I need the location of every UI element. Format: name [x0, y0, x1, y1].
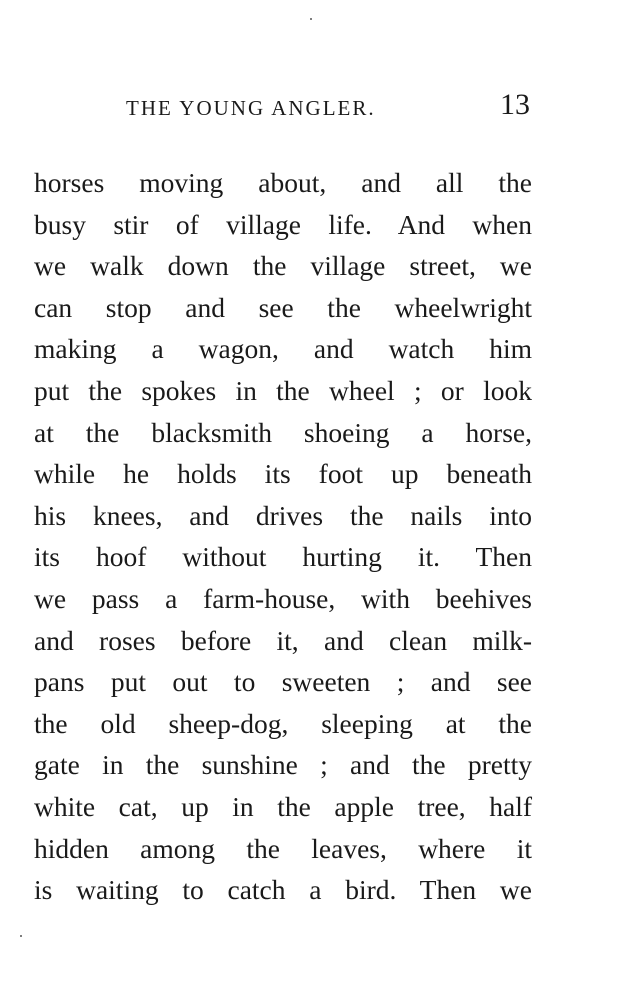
- running-head: [34, 88, 534, 128]
- text-line: pans put out to sweeten ; and see: [34, 666, 532, 698]
- paper-speck: [310, 18, 312, 20]
- text-line: at the blacksmith shoeing a horse,: [34, 416, 532, 448]
- text-line: we walk down the village street, we: [34, 250, 532, 282]
- text-line: gate in the sunshine ; and the pretty: [34, 749, 532, 781]
- text-line: its hoof without hurting it. Then: [34, 541, 532, 573]
- text-line: his knees, and drives the nails into: [34, 499, 532, 531]
- text-line: while he holds its foot up beneath: [34, 458, 532, 490]
- text-line: put the spokes in the wheel ; or look: [34, 374, 532, 406]
- text-line: busy stir of village life. And when: [34, 208, 532, 240]
- text-line: hidden among the leaves, where it: [34, 832, 532, 864]
- text-line: we pass a farm-house, with beehives: [34, 582, 532, 614]
- text-line: and roses before it, and clean milk-: [34, 624, 532, 656]
- paper-speck: [20, 935, 22, 937]
- text-line: horses moving about, and all the: [34, 167, 532, 198]
- running-title: THE YOUNG ANGLER.: [126, 96, 376, 120]
- text-line: white cat, up in the apple tree, half: [34, 790, 532, 822]
- body-text: [34, 162, 532, 911]
- text-line: can stop and see the wheelwright: [34, 291, 532, 323]
- text-line: the old sheep-dog, sleeping at the: [34, 707, 532, 739]
- text-line: is waiting to catch a bird. Then we: [34, 874, 532, 906]
- page-number: 13: [500, 88, 530, 121]
- text-line: making a wagon, and watch him: [34, 333, 532, 365]
